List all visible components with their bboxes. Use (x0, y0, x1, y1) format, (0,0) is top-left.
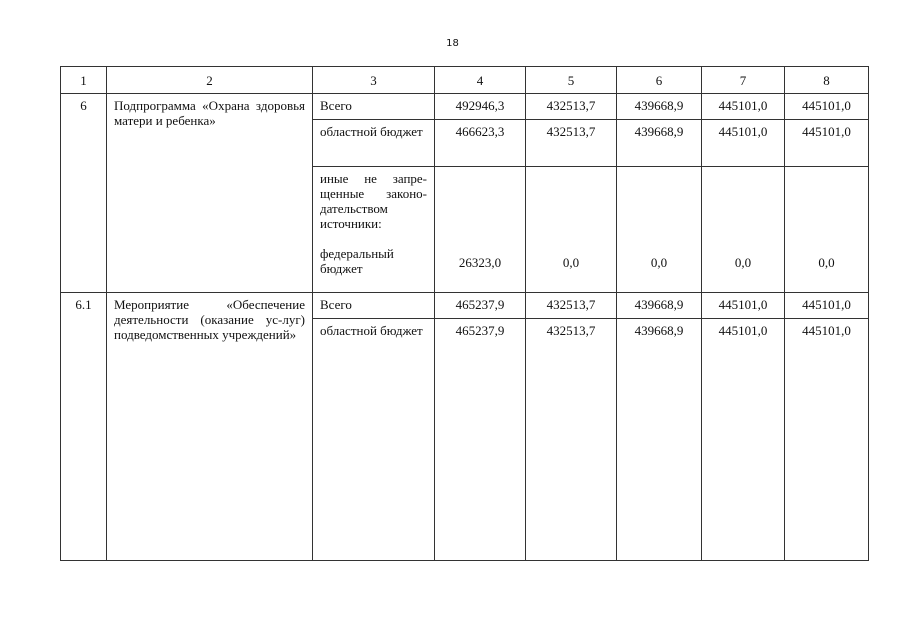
value-cell: 439668,9 (617, 120, 702, 167)
value-cell: 439668,9 (617, 94, 702, 120)
row-name: Подпрограмма «Охрана здоровья матери и ребенка» (107, 94, 313, 293)
value-cell: 432513,7 (526, 94, 617, 120)
column-header: 5 (526, 67, 617, 94)
value-cell: 445101,0 (785, 94, 869, 120)
value-cell: 439668,9 (617, 293, 702, 319)
value-cell: 432513,7 (526, 319, 617, 561)
column-header: 2 (107, 67, 313, 94)
value-cell: 439668,9 (617, 319, 702, 561)
column-header: 3 (313, 67, 435, 94)
value-cell: 445101,0 (785, 120, 869, 167)
source-cell (313, 167, 435, 293)
value-cell: 445101,0 (785, 293, 869, 319)
value-cell: 445101,0 (702, 319, 785, 561)
column-header: 1 (61, 67, 107, 94)
column-header: 7 (702, 67, 785, 94)
value-cell: 445101,0 (702, 94, 785, 120)
value-cell: 432513,7 (526, 120, 617, 167)
value-cell: 466623,3 (435, 120, 526, 167)
table-row (61, 94, 869, 120)
value-cell: 0,0 (702, 167, 785, 293)
row-name: Мероприятие «Обеспечение деятельности (оказание ус-луг) подведомственных учреждений» (107, 293, 313, 561)
budget-table (60, 66, 869, 561)
source-label: Всего (313, 94, 435, 120)
value-cell: 445101,0 (702, 293, 785, 319)
page-number: 18 (446, 38, 459, 49)
source-label: федеральный бюджет (320, 246, 394, 276)
column-header: 8 (785, 67, 869, 94)
column-header: 6 (617, 67, 702, 94)
table-row (61, 293, 869, 319)
value-cell: 0,0 (526, 167, 617, 293)
value-cell: 26323,0 (435, 167, 526, 293)
value-cell: 445101,0 (785, 319, 869, 561)
source-label: областной бюджет (313, 120, 435, 167)
source-label: Всего (313, 293, 435, 319)
row-index: 6 (61, 94, 107, 293)
value-cell: 445101,0 (702, 120, 785, 167)
value-cell: 465237,9 (435, 293, 526, 319)
column-header: 4 (435, 67, 526, 94)
row-index: 6.1 (61, 293, 107, 561)
value-cell: 432513,7 (526, 293, 617, 319)
value-cell: 0,0 (617, 167, 702, 293)
value-cell: 492946,3 (435, 94, 526, 120)
value-cell: 465237,9 (435, 319, 526, 561)
source-label-prefix: иные не запре-щенные законо-дательством источники: (320, 171, 427, 231)
value-cell: 0,0 (785, 167, 869, 293)
source-label: областной бюджет (313, 319, 435, 561)
header-row (61, 67, 869, 94)
